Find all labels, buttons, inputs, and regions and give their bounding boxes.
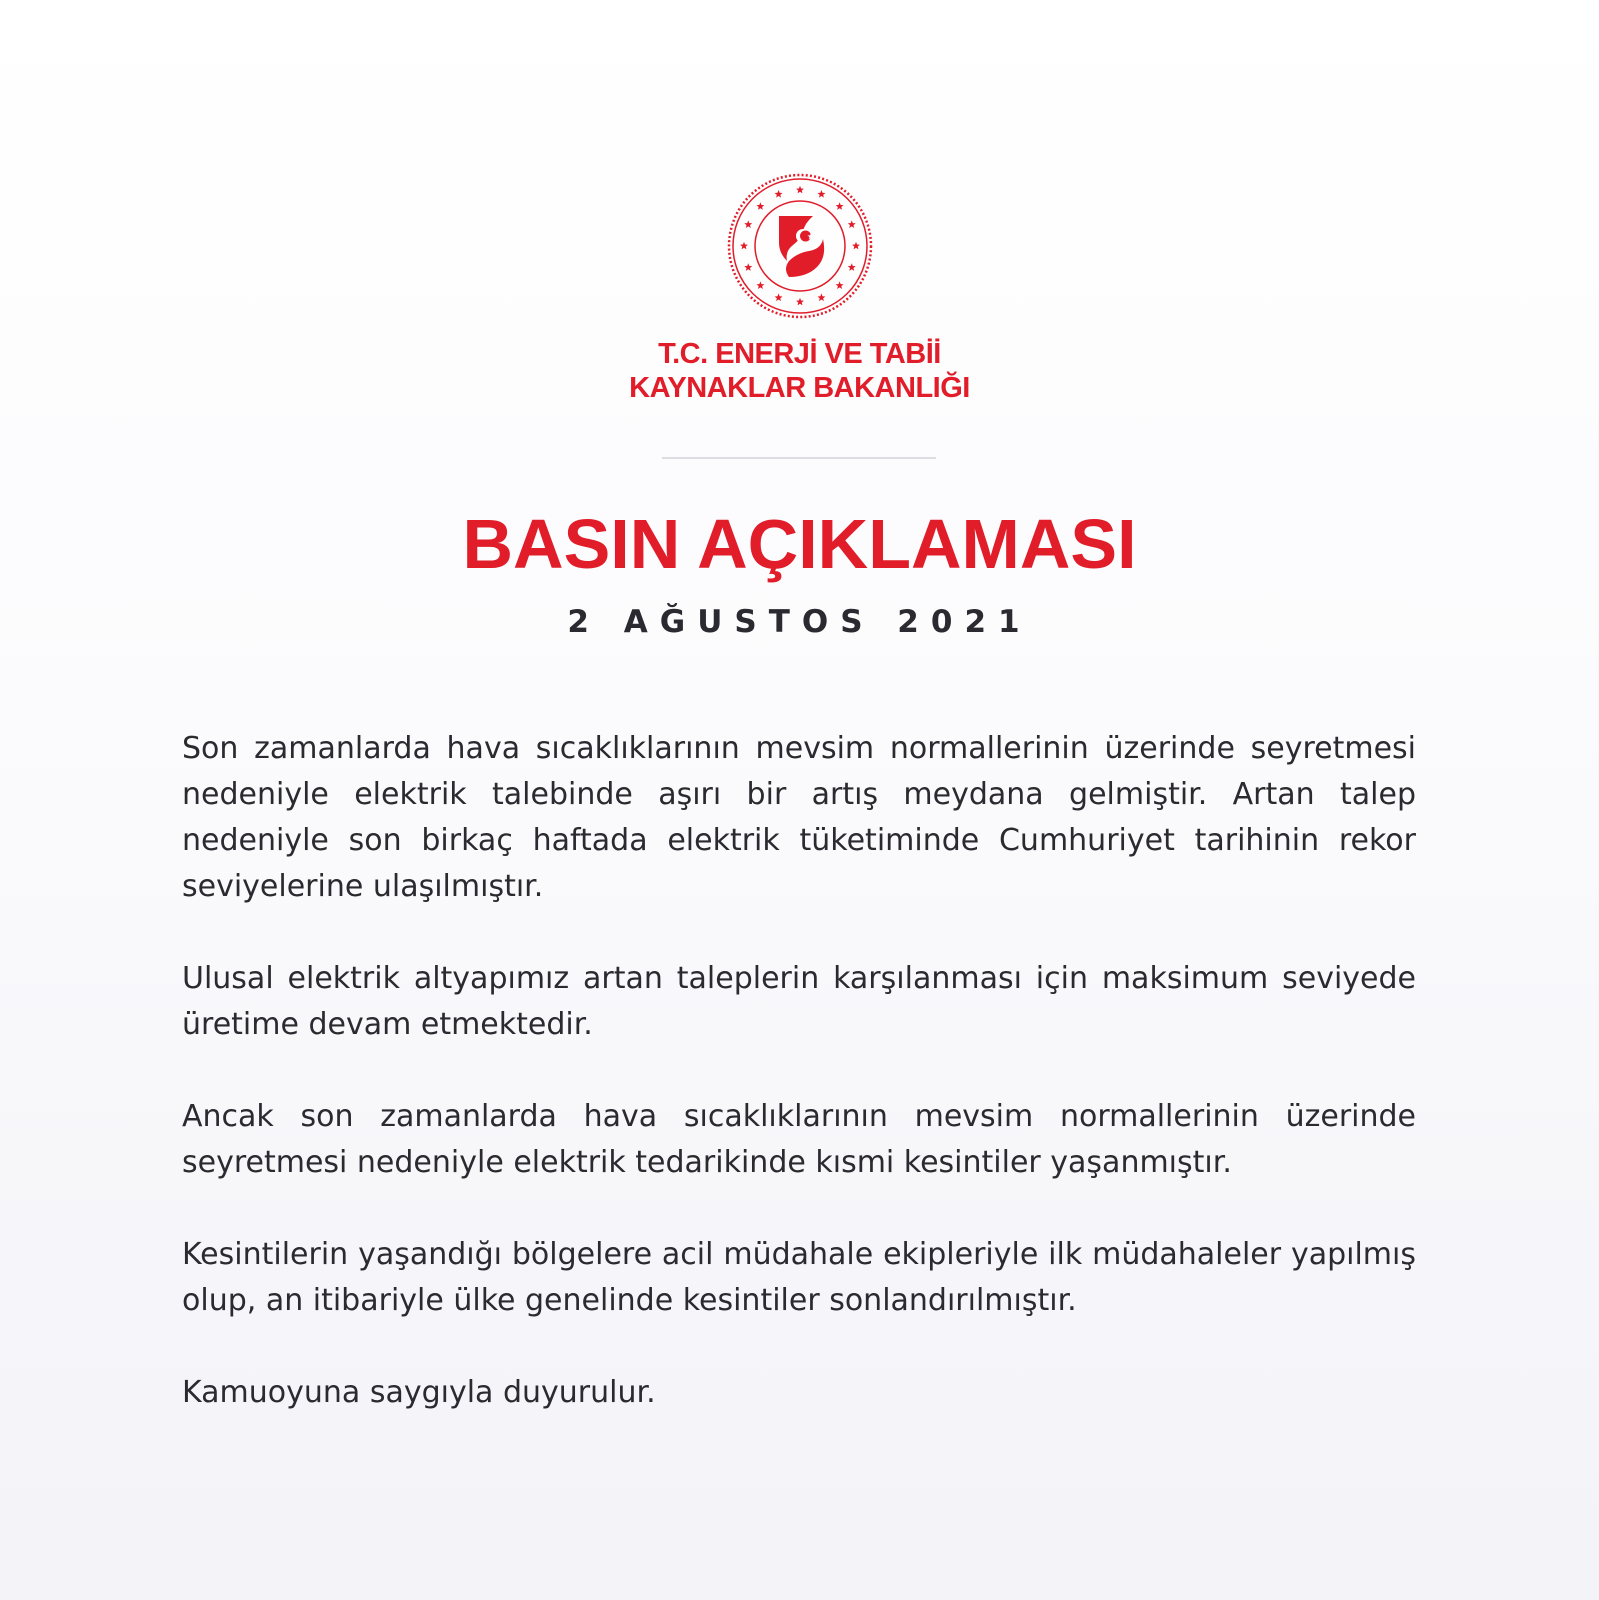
emblem-star	[740, 242, 748, 250]
emblem-star	[848, 220, 856, 228]
emblem-star	[817, 294, 825, 302]
emblem-star	[817, 190, 825, 198]
emblem-star	[848, 263, 856, 271]
release-date: 2 AĞUSTOS 2021	[567, 604, 1032, 640]
emblem-star	[744, 220, 752, 228]
paragraph: Ancak son zamanlarda hava sıcaklıklarının mevsim normallerinin üzerinde seyretmesi nedeniyle elektrik tedarikinde kısmi kesintiler yaşanmıştır.	[182, 1099, 1416, 1180]
emblem-star	[756, 202, 764, 210]
statement-body	[182, 726, 1416, 1416]
paragraph: Kamuoyuna saygıyla duyurulur.	[182, 1375, 656, 1410]
paragraph: Son zamanlarda hava sıcaklıklarının mevsim normallerinin üzerinde seyretmesi nedeniyle elektrik talebinde aşırı bir artış meydana gelmiştir. Artan talep nedeniyle son birkaç haftada elektrik tüketiminde Cumhuriyet tarihinin rekor seviyelerine ulaşılmıştır.	[182, 731, 1416, 904]
emblem-star	[756, 281, 764, 289]
emblem-star	[852, 242, 860, 250]
ministry-name-line2: KAYNAKLAR BAKANLIĞI	[629, 372, 970, 404]
emblem-star	[836, 281, 844, 289]
emblem-star	[744, 263, 752, 271]
ministry-name-line1: T.C. ENERJİ VE TABİİ	[658, 338, 941, 370]
paragraph: Kesintilerin yaşandığı bölgelere acil müdahale ekipleriyle ilk müdahaleler yapılmış olup, an itibariyle ülke genelinde kesintiler sonlandırılmıştır.	[182, 1237, 1416, 1318]
emblem-star	[775, 190, 783, 198]
emblem-star	[836, 202, 844, 210]
emblem-star	[775, 294, 783, 302]
emblem-star	[796, 298, 804, 306]
paragraph: Ulusal elektrik altyapımız artan taleplerin karşılanması için maksimum seviyede üretime devam etmektedir.	[182, 961, 1416, 1042]
emblem-star	[796, 186, 804, 194]
page-title: BASIN AÇIKLAMASI	[462, 505, 1137, 583]
divider	[662, 457, 936, 459]
ministry-emblem-icon	[727, 173, 873, 319]
